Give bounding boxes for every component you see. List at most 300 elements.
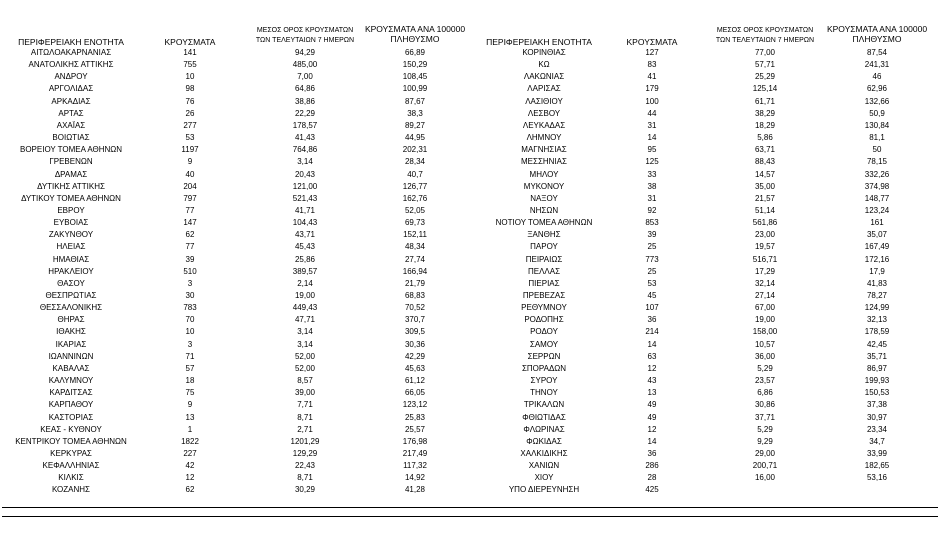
right-region-cell: ΡΕΘΥΜΝΟΥ [521,303,567,313]
right-per100k-cell: 124,99 [864,303,890,313]
right-cases-cell: 43 [647,376,657,386]
right-cases-cell: 45 [647,291,657,300]
right-per100k-cell: 78,15 [866,157,888,167]
right-cases-cell: 853 [645,218,659,228]
table-row [0,472,940,484]
table-row [0,83,940,95]
left-cases-cell: 98 [185,84,195,94]
table-row [0,47,940,59]
right-per100k-cell: 81,1 [869,133,885,143]
table-row [0,96,940,108]
right-avg7d-cell: 30,86 [754,400,776,410]
left-cases-cell: 3 [187,339,193,349]
left-per100k-cell: 14,92 [404,473,426,483]
left-cases-cell: 57 [185,363,195,373]
right-cases-cell: 36 [647,315,657,325]
right-per100k-cell: 132,66 [864,96,890,106]
right-region-cell: ΠΙΕΡΙΑΣ [528,278,560,288]
left-cases-cell: 26 [185,108,195,118]
right-avg7d-cell: 63,71 [754,145,776,155]
right-cases-cell: 53 [647,278,657,288]
right-cases-cell: 25 [647,242,657,252]
header-avg-left-line2: ΤΩΝ ΤΕΛΕΥΤΑΙΩΝ 7 ΗΜΕΡΩΝ [255,37,355,44]
left-region-cell: ΕΒΡΟΥ [57,205,85,215]
left-cases-cell: 9 [187,400,193,410]
left-cases-cell: 9 [187,157,193,167]
left-region-cell: ΗΛΕΙΑΣ [56,242,86,252]
right-cases-cell: 179 [645,84,659,94]
right-region-cell: ΠΕΛΛΑΣ [527,266,561,276]
right-avg7d-cell: 23,57 [754,376,776,386]
right-per100k-cell: 374,98 [864,181,890,191]
right-region-cell: ΝΟΤΙΟΥ ΤΟΜΕΑ ΑΘΗΝΩΝ [495,218,593,228]
right-avg7d-cell: 125,14 [752,84,778,94]
right-per100k-cell: 332,26 [864,169,890,179]
left-avg7d-cell: 52,00 [294,351,316,361]
right-per100k-cell: 123,24 [864,205,890,215]
right-avg7d-cell: 25,29 [754,72,776,82]
left-avg7d-cell: 45,43 [294,242,316,252]
right-avg7d-cell: 27,14 [754,291,776,300]
header-avg-right-line1: ΜΕΣΟΣ ΟΡΟΣ ΚΡΟΥΣΜΑΤΩΝ [716,27,814,34]
left-region-cell: ΚΑΡΔΙΤΣΑΣ [49,388,93,398]
right-avg7d-cell: 38,29 [754,108,776,118]
right-avg7d-cell: 23,00 [754,230,776,240]
right-avg7d-cell: 51,14 [754,205,776,215]
left-cases-cell: 62 [185,230,195,240]
header-avg-right-line2: ΤΩΝ ΤΕΛΕΥΤΑΙΩΝ 7 ΗΜΕΡΩΝ [715,37,815,44]
right-avg7d-cell: 21,57 [754,193,776,203]
table-row [0,59,940,71]
left-avg7d-cell: 39,00 [294,388,316,398]
right-cases-cell: 63 [647,351,657,361]
left-cases-cell: 510 [183,266,197,276]
right-per100k-cell: 161 [870,218,884,228]
left-per100k-cell: 202,31 [402,145,428,155]
left-avg7d-cell: 764,86 [292,145,318,155]
right-cases-cell: 100 [645,96,659,106]
left-per100k-cell: 52,05 [404,205,426,215]
left-avg7d-cell: 64,86 [294,84,316,94]
left-cases-cell: 76 [185,96,195,106]
left-cases-cell: 62 [185,485,195,495]
left-avg7d-cell: 30,29 [294,485,316,495]
left-avg7d-cell: 7,71 [297,400,313,410]
table-row [0,399,940,411]
left-region-cell: ΚΙΛΚΙΣ [58,473,84,483]
right-per100k-cell: 130,84 [864,120,890,130]
right-region-cell: ΣΥΡΟΥ [530,376,558,386]
left-region-cell: ΚΕΝΤΡΙΚΟΥ ΤΟΜΕΑ ΑΘΗΝΩΝ [15,436,127,446]
left-avg7d-cell: 19,00 [294,291,316,300]
right-cases-cell: 286 [645,461,659,471]
table-row [0,169,940,181]
left-avg7d-cell: 52,00 [294,363,316,373]
left-cases-cell: 1197 [181,145,199,155]
left-cases-cell: 42 [185,461,195,471]
right-cases-cell: 36 [647,448,657,458]
left-region-cell: ΖΑΚΥΝΘΟΥ [48,230,94,240]
left-per100k-cell: 126,77 [402,181,428,191]
right-avg7d-cell: 158,00 [752,327,778,337]
left-cases-cell: 18 [185,376,195,386]
left-avg7d-cell: 22,43 [294,461,316,471]
left-region-cell: ΙΚΑΡΙΑΣ [55,339,87,349]
right-cases-cell: 127 [645,48,659,57]
right-region-cell: ΦΘΙΩΤΙΔΑΣ [522,412,566,422]
left-per100k-cell: 166,94 [402,266,428,276]
left-cases-cell: 797 [183,193,197,203]
header-cases-right: ΚΡΟΥΣΜΑΤΑ [626,37,678,47]
left-per100k-cell: 44,95 [404,133,426,143]
left-avg7d-cell: 3,14 [297,339,313,349]
right-region-cell: ΚΟΡΙΝΘΙΑΣ [522,48,566,57]
right-cases-cell: 31 [647,120,657,130]
left-region-cell: ΔΥΤΙΚΗΣ ΑΤΤΙΚΗΣ [37,181,105,191]
left-cases-cell: 141 [183,48,197,57]
bottom-rule [2,507,938,508]
right-region-cell: ΜΗΛΟΥ [529,169,559,179]
left-region-cell: ΔΥΤΙΚΟΥ ΤΟΜΕΑ ΑΘΗΝΩΝ [21,193,121,203]
header-region-right: ΠΕΡΙΦΕΡΕΙΑΚΗ ΕΝΟΤΗΤΑ [486,37,592,47]
left-avg7d-cell: 43,71 [294,230,316,240]
left-avg7d-cell: 521,43 [292,193,318,203]
left-per100k-cell: 45,63 [404,363,426,373]
right-per100k-cell: 167,49 [864,242,890,252]
left-avg7d-cell: 47,71 [294,315,316,325]
table-row [0,424,940,436]
table-row [0,302,940,314]
left-region-cell: ΚΑΒΑΛΑΣ [52,363,90,373]
right-avg7d-cell: 6,86 [757,388,773,398]
right-cases-cell: 13 [647,388,657,398]
left-cases-cell: 783 [183,303,197,313]
right-avg7d-cell: 200,71 [752,461,778,471]
right-region-cell: ΦΩΚΙΔΑΣ [526,436,562,446]
right-avg7d-cell: 36,00 [754,351,776,361]
right-region-cell: ΝΑΞΟΥ [530,193,558,203]
left-cases-cell: 147 [183,218,197,228]
left-per100k-cell: 30,36 [404,339,426,349]
right-avg7d-cell: 88,43 [754,157,776,167]
right-avg7d-cell: 9,29 [757,436,773,446]
right-region-cell: ΧΙΟΥ [534,473,554,483]
right-cases-cell: 125 [645,157,659,167]
table-row [0,71,940,83]
left-per100k-cell: 89,27 [404,120,426,130]
table-row [0,205,940,217]
left-avg7d-cell: 389,57 [292,266,318,276]
left-avg7d-cell: 22,29 [294,108,316,118]
right-region-cell: ΝΗΣΩΝ [529,205,559,215]
left-region-cell: ΗΜΑΘΙΑΣ [52,254,90,264]
right-per100k-cell: 32,13 [866,315,888,325]
right-region-cell: ΜΥΚΟΝΟΥ [523,181,565,191]
left-avg7d-cell: 41,71 [294,205,316,215]
header-avg-right [700,26,830,46]
right-region-cell: ΣΑΜΟΥ [529,339,559,349]
left-per100k-cell: 61,12 [404,376,426,386]
left-avg7d-cell: 2,14 [297,278,313,288]
left-avg7d-cell: 7,00 [297,72,313,82]
right-region-cell: ΤΗΝΟΥ [530,388,558,398]
right-per100k-cell: 87,54 [866,48,888,57]
left-cases-cell: 1 [187,424,193,434]
left-per100k-cell: 27,74 [404,254,426,264]
right-avg7d-cell: 19,57 [754,242,776,252]
left-region-cell: ΚΕΦΑΛΛΗΝΙΑΣ [42,461,100,471]
left-per100k-cell: 162,76 [402,193,428,203]
right-cases-cell: 28 [647,473,657,483]
table-row [0,436,940,448]
header-per100k-left-line2: ΠΛΗΘΥΣΜΟ [390,34,440,44]
left-per100k-cell: 70,52 [404,303,426,313]
left-cases-cell: 77 [185,242,195,252]
left-avg7d-cell: 3,14 [297,157,313,167]
right-per100k-cell: 35,71 [866,351,888,361]
table-row [0,229,940,241]
table-row [0,448,940,460]
table-row [0,484,940,496]
right-per100k-cell: 199,93 [864,376,890,386]
right-cases-cell: 44 [647,108,657,118]
right-avg7d-cell: 57,71 [754,60,776,70]
right-region-cell: ΧΑΝΙΩΝ [528,461,560,471]
left-region-cell: ΚΕΑΣ - ΚΥΘΝΟΥ [40,424,102,434]
left-region-cell: ΑΧΑΪΑΣ [56,120,86,130]
table-row [0,241,940,253]
right-region-cell: ΠΑΡΟΥ [530,242,558,252]
left-region-cell: ΚΑΡΠΑΘΟΥ [48,400,94,410]
right-avg7d-cell: 29,00 [754,448,776,458]
right-cases-cell: 83 [647,60,657,70]
table-row [0,387,940,399]
right-cases-cell: 773 [645,254,659,264]
right-avg7d-cell: 516,71 [752,254,778,264]
left-cases-cell: 75 [185,388,195,398]
bottom-rule-2 [2,516,938,517]
header-per100k-left-line1: ΚΡΟΥΣΜΑΤΑ ΑΝΑ 100000 [364,24,466,34]
left-cases-cell: 1822 [181,436,199,446]
right-region-cell: ΜΑΓΝΗΣΙΑΣ [521,145,567,155]
left-per100k-cell: 150,29 [402,60,428,70]
right-avg7d-cell: 61,71 [754,96,776,106]
left-region-cell: ΑΝΔΡΟΥ [54,72,88,82]
right-cases-cell: 14 [647,339,657,349]
right-avg7d-cell: 37,71 [754,412,776,422]
header-per100k-right-line1: ΚΡΟΥΣΜΑΤΑ ΑΝΑ 100000 [826,24,928,34]
left-cases-cell: 204 [183,181,197,191]
header-cases-left: ΚΡΟΥΣΜΑΤΑ [164,37,216,47]
right-avg7d-cell: 10,57 [754,339,776,349]
left-per100k-cell: 176,98 [402,436,428,446]
left-region-cell: ΙΘΑΚΗΣ [56,327,86,337]
table-row [0,278,940,290]
left-cases-cell: 10 [185,327,195,337]
right-region-cell: ΠΡΕΒΕΖΑΣ [522,291,566,300]
left-per100k-cell: 41,28 [404,485,426,495]
left-per100k-cell: 21,79 [404,278,426,288]
left-avg7d-cell: 3,14 [297,327,313,337]
right-region-cell: ΡΟΔΟΠΗΣ [524,315,564,325]
left-cases-cell: 70 [185,315,195,325]
left-cases-cell: 39 [185,254,195,264]
right-region-cell: ΡΟΔΟΥ [530,327,558,337]
left-per100k-cell: 69,73 [404,218,426,228]
right-per100k-cell: 148,77 [864,193,890,203]
table-row [0,254,940,266]
right-per100k-cell: 50 [872,145,882,155]
table-row [0,108,940,120]
left-per100k-cell: 40,7 [407,169,423,179]
left-region-cell: ΒΟΡΕΙΟΥ ΤΟΜΕΑ ΑΘΗΝΩΝ [19,145,123,155]
right-region-cell: ΤΡΙΚΑΛΩΝ [523,400,565,410]
right-cases-cell: 425 [645,485,659,495]
right-per100k-cell: 37,38 [866,400,888,410]
left-per100k-cell: 309,5 [404,327,426,337]
left-per100k-cell: 25,57 [404,424,426,434]
right-per100k-cell: 17,9 [869,266,885,276]
right-avg7d-cell: 77,00 [754,48,776,57]
left-cases-cell: 71 [185,351,195,361]
table-row [0,326,940,338]
right-avg7d-cell: 16,00 [754,473,776,483]
left-region-cell: ΘΑΣΟΥ [57,278,85,288]
left-region-cell: ΒΟΙΩΤΙΑΣ [52,133,90,143]
right-cases-cell: 95 [647,145,657,155]
table-row [0,339,940,351]
right-cases-cell: 214 [645,327,659,337]
left-per100k-cell: 42,29 [404,351,426,361]
left-region-cell: ΙΩΑΝΝΙΝΩΝ [48,351,94,361]
right-cases-cell: 14 [647,436,657,446]
header-avg-left-line1: ΜΕΣΟΣ ΟΡΟΣ ΚΡΟΥΣΜΑΤΩΝ [256,27,354,34]
left-region-cell: ΘΕΣΣΑΛΟΝΙΚΗΣ [39,303,103,313]
left-cases-cell: 10 [185,72,195,82]
left-region-cell: ΕΥΒΟΙΑΣ [53,218,89,228]
right-per100k-cell: 34,7 [869,436,885,446]
right-per100k-cell: 178,59 [864,327,890,337]
right-avg7d-cell: 67,00 [754,303,776,313]
table-row [0,193,940,205]
table-row [0,217,940,229]
right-per100k-cell: 78,27 [866,291,888,300]
right-per100k-cell: 150,53 [864,388,890,398]
left-region-cell: ΘΕΣΠΡΩΤΙΑΣ [45,291,97,300]
table-row [0,460,940,472]
right-region-cell: ΛΕΣΒΟΥ [527,108,561,118]
table-row [0,351,940,363]
right-region-cell: ΛΗΜΝΟΥ [526,133,562,143]
right-per100k-cell: 42,45 [866,339,888,349]
header-region-left: ΠΕΡΙΦΕΡΕΙΑΚΗ ΕΝΟΤΗΤΑ [18,37,124,47]
right-avg7d-cell: 5,29 [757,424,773,434]
right-per100k-cell: 50,9 [869,108,885,118]
right-cases-cell: 25 [647,266,657,276]
right-per100k-cell: 53,16 [866,473,888,483]
right-region-cell: ΧΑΛΚΙΔΙΚΗΣ [520,448,568,458]
left-avg7d-cell: 94,29 [294,48,316,57]
left-per100k-cell: 217,49 [402,448,428,458]
left-region-cell: ΚΕΡΚΥΡΑΣ [50,448,92,458]
left-cases-cell: 77 [185,205,195,215]
left-avg7d-cell: 2,71 [297,424,313,434]
left-region-cell: ΓΡΕΒΕΝΩΝ [49,157,93,167]
left-avg7d-cell: 41,43 [294,133,316,143]
right-per100k-cell: 86,97 [866,363,888,373]
left-cases-cell: 227 [183,448,197,458]
left-region-cell: ΚΑΣΤΟΡΙΑΣ [48,412,94,422]
left-per100k-cell: 68,83 [404,291,426,300]
left-region-cell: ΚΟΖΑΝΗΣ [51,485,91,495]
left-region-cell: ΗΡΑΚΛΕΙΟΥ [48,266,94,276]
right-region-cell: ΣΕΡΡΩΝ [527,351,561,361]
table-row [0,266,940,278]
right-per100k-cell: 241,31 [864,60,890,70]
left-cases-cell: 13 [185,412,195,422]
left-per100k-cell: 152,11 [403,230,427,240]
left-avg7d-cell: 8,71 [297,412,313,422]
right-region-cell: ΞΑΝΘΗΣ [527,230,561,240]
left-cases-cell: 277 [183,120,197,130]
right-cases-cell: 12 [647,363,657,373]
table-row [0,412,940,424]
right-region-cell: ΛΑΡΙΣΑΣ [527,84,561,94]
header-per100k-right [812,24,940,44]
left-region-cell: ΑΡΚΑΔΙΑΣ [51,96,91,106]
right-per100k-cell: 41,83 [866,278,888,288]
right-region-cell: ΛΑΚΩΝΙΑΣ [523,72,565,82]
right-avg7d-cell: 5,86 [757,133,773,143]
left-region-cell: ΚΑΛΥΜΝΟΥ [48,376,94,386]
right-cases-cell: 49 [647,400,657,410]
right-per100k-cell: 30,97 [866,412,888,422]
right-per100k-cell: 62,96 [866,84,888,94]
left-per100k-cell: 123,12 [402,400,428,410]
left-per100k-cell: 38,3 [407,108,423,118]
right-cases-cell: 38 [647,181,657,191]
right-per100k-cell: 33,99 [866,448,888,458]
left-region-cell: ΔΡΑΜΑΣ [54,169,88,179]
right-cases-cell: 39 [647,230,657,240]
table-row [0,144,940,156]
right-per100k-cell: 46 [872,72,882,82]
right-cases-cell: 12 [647,424,657,434]
left-cases-cell: 53 [185,133,195,143]
right-per100k-cell: 172,16 [864,254,890,264]
left-region-cell: ΘΗΡΑΣ [57,315,85,325]
right-cases-cell: 92 [647,205,657,215]
right-cases-cell: 33 [647,169,657,179]
right-region-cell: ΚΩ [538,60,550,70]
right-region-cell: ΜΕΣΣΗΝΙΑΣ [521,157,567,167]
right-per100k-cell: 23,34 [866,424,888,434]
left-per100k-cell: 66,05 [404,388,426,398]
left-per100k-cell: 28,34 [404,157,426,167]
right-avg7d-cell: 35,00 [754,181,776,191]
left-avg7d-cell: 449,43 [292,303,318,313]
header-per100k-right-line2: ΠΛΗΘΥΣΜΟ [852,34,902,44]
table-row [0,375,940,387]
left-region-cell: ΑΝΑΤΟΛΙΚΗΣ ΑΤΤΙΚΗΣ [28,60,114,70]
right-avg7d-cell: 17,29 [754,266,776,276]
left-per100k-cell: 108,45 [402,72,428,82]
left-cases-cell: 3 [187,278,193,288]
left-avg7d-cell: 104,43 [292,218,318,228]
table-row [0,156,940,168]
table-row [0,120,940,132]
right-region-cell: ΣΠΟΡΑΔΩΝ [521,363,567,373]
